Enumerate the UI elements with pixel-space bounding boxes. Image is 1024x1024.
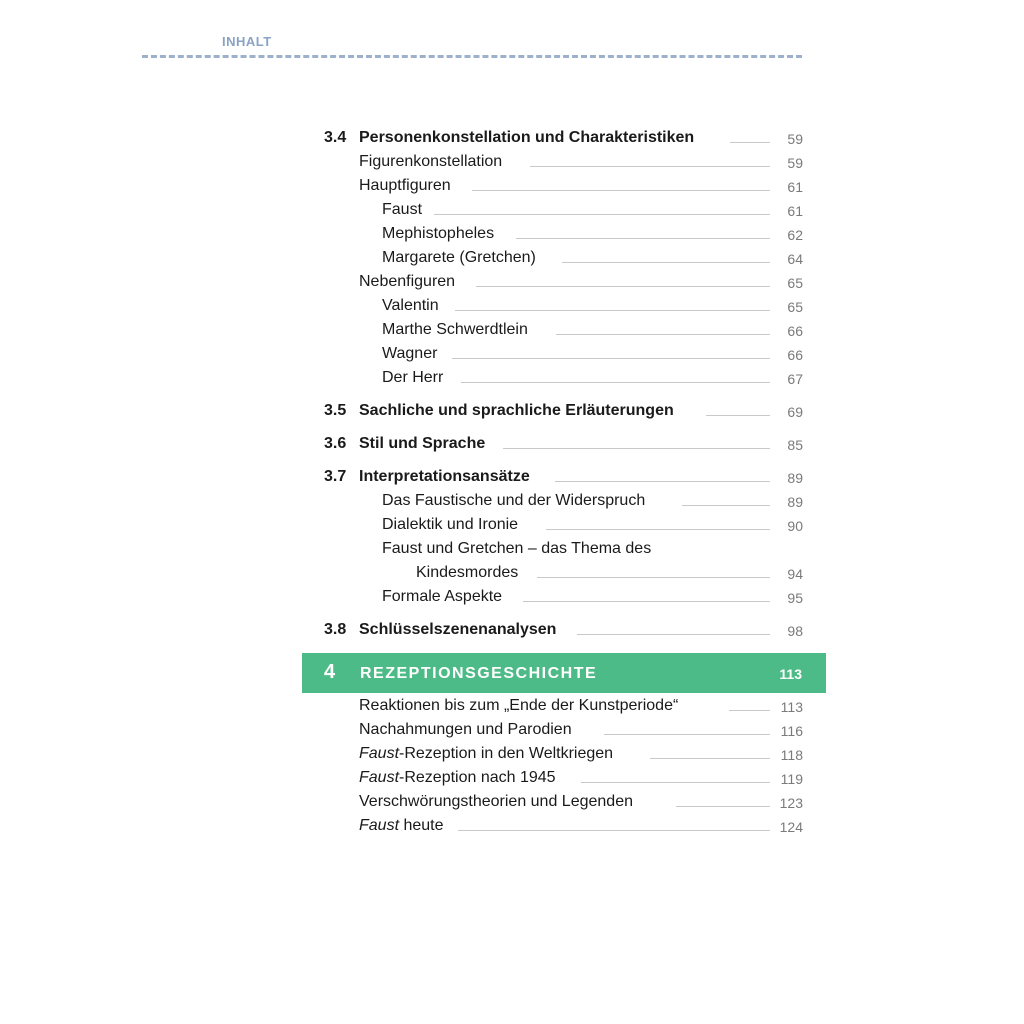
dot-leader [537, 577, 770, 578]
entry-title-italic: Faust [359, 769, 400, 786]
toc-entry[interactable] [0, 490, 1024, 514]
chapter-title: REZEPTIONSGESCHICHTE [360, 665, 598, 682]
page-number: 95 [787, 590, 803, 606]
section-number: 3.8 [324, 621, 347, 638]
chapter-heading-band[interactable] [302, 653, 826, 693]
section-title: Sachliche und sprachliche Erläuterungen [359, 402, 674, 419]
dot-leader [577, 634, 770, 635]
toc-entry[interactable] [0, 367, 1024, 391]
dot-leader [530, 166, 770, 167]
toc-entry[interactable] [0, 127, 1024, 151]
dot-leader [581, 782, 770, 783]
entry-title: Hauptfiguren [359, 177, 451, 194]
dot-leader [546, 529, 770, 530]
toc-entry[interactable] [0, 791, 1024, 815]
toc-entry[interactable] [0, 466, 1024, 490]
entry-title-rest: heute [399, 817, 444, 834]
page-header-label: INHALT [222, 34, 272, 49]
toc-entry[interactable] [0, 562, 1024, 586]
page-number: 89 [787, 470, 803, 486]
section-number: 3.5 [324, 402, 347, 419]
toc-entry[interactable] [0, 586, 1024, 610]
toc-entry[interactable] [0, 295, 1024, 319]
section-number: 3.6 [324, 435, 347, 452]
header-dashed-rule [142, 55, 802, 58]
dot-leader [556, 334, 770, 335]
entry-title: Nachahmungen und Parodien [359, 721, 572, 738]
page-number: 116 [780, 723, 803, 739]
entry-title: Marthe Schwerdtlein [382, 321, 528, 338]
entry-title: Margarete (Gretchen) [382, 249, 536, 266]
chapter-number: 4 [324, 661, 336, 683]
toc-entry[interactable] [0, 343, 1024, 367]
page-number: 65 [787, 299, 803, 315]
page-number: 65 [787, 275, 803, 291]
toc-entry[interactable] [0, 719, 1024, 743]
page-number: 59 [787, 155, 803, 171]
toc-entry[interactable] [0, 619, 1024, 643]
dot-leader [676, 806, 770, 807]
entry-title: Der Herr [382, 369, 444, 386]
entry-title: Figurenkonstellation [359, 153, 503, 170]
toc-entry[interactable] [0, 175, 1024, 199]
page-number: 62 [787, 227, 803, 243]
toc-entry[interactable] [0, 767, 1024, 791]
dot-leader [729, 710, 770, 711]
page-number: 119 [780, 771, 803, 787]
entry-title: Das Faustische und der Widerspruch [382, 492, 646, 509]
entry-title: Nebenfiguren [359, 273, 456, 290]
page-number: 89 [787, 494, 803, 510]
section-number: 3.4 [324, 129, 347, 146]
entry-title: Dialektik und Ironie [382, 516, 519, 533]
toc-entry[interactable] [0, 514, 1024, 538]
entry-title: Formale Aspekte [382, 588, 503, 605]
page-number: 118 [780, 747, 803, 763]
dot-leader [434, 214, 770, 215]
dot-leader [458, 830, 770, 831]
toc-entry[interactable] [0, 247, 1024, 271]
entry-title: Verschwörungstheorien und Legenden [359, 793, 633, 810]
toc-entry[interactable] [0, 815, 1024, 839]
page-number: 98 [787, 623, 803, 639]
toc-entry[interactable] [0, 151, 1024, 175]
dot-leader [476, 286, 770, 287]
dot-leader [472, 190, 770, 191]
dot-leader [682, 505, 770, 506]
page-number: 123 [779, 795, 803, 811]
dot-leader [503, 448, 770, 449]
toc-entry[interactable] [0, 271, 1024, 295]
page-number: 61 [787, 179, 803, 195]
entry-title-rest: -Rezeption nach 1945 [399, 769, 556, 786]
page-number: 113 [780, 699, 803, 715]
entry-title: Faust und Gretchen – das Thema des [382, 540, 652, 557]
dot-leader [461, 382, 770, 383]
entry-title: Reaktionen bis zum „Ende der Kunstperiode“ [359, 697, 679, 714]
dot-leader [562, 262, 770, 263]
page-number: 66 [787, 347, 803, 363]
entry-title-rest: -Rezeption in den Weltkriegen [399, 745, 614, 762]
entry-title: Faust [382, 201, 423, 218]
page-number: 67 [787, 371, 803, 387]
section-number: 3.7 [324, 468, 347, 485]
dot-leader [452, 358, 770, 359]
toc-entry[interactable] [0, 743, 1024, 767]
page-number: 85 [787, 437, 803, 453]
chapter-page-number: 113 [779, 666, 802, 682]
page-number: 124 [779, 819, 803, 835]
entry-title [359, 745, 613, 763]
toc-entry[interactable] [0, 433, 1024, 457]
dot-leader [650, 758, 770, 759]
section-title: Personenkonstellation und Charakteristiken [359, 129, 695, 146]
toc-entry[interactable] [0, 319, 1024, 343]
entry-title [359, 817, 444, 835]
toc-entry[interactable] [0, 223, 1024, 247]
entry-title: Valentin [382, 297, 439, 314]
page-number: 64 [787, 251, 803, 267]
dot-leader [604, 734, 770, 735]
page-number: 61 [787, 203, 803, 219]
page-number: 59 [787, 131, 803, 147]
dot-leader [555, 481, 770, 482]
page-number: 94 [787, 566, 803, 582]
entry-title-italic: Faust [359, 817, 400, 834]
section-title: Schlüsselszenenanalysen [359, 621, 557, 638]
toc-entry[interactable] [0, 538, 1024, 562]
dot-leader [706, 415, 770, 416]
page-number: 90 [787, 518, 803, 534]
section-title: Interpretationsansätze [359, 468, 530, 485]
entry-title-italic: Faust [359, 745, 400, 762]
toc-entry[interactable] [0, 400, 1024, 424]
dot-leader [516, 238, 770, 239]
toc-entry[interactable] [0, 199, 1024, 223]
entry-title-continuation: Kindesmordes [416, 564, 519, 581]
entry-title: Wagner [382, 345, 438, 362]
section-title: Stil und Sprache [359, 435, 486, 452]
dot-leader [730, 142, 770, 143]
dot-leader [455, 310, 770, 311]
page-number: 69 [787, 404, 803, 420]
dot-leader [523, 601, 770, 602]
entry-title [359, 769, 556, 787]
page-number: 66 [787, 323, 803, 339]
entry-title: Mephistopheles [382, 225, 495, 242]
toc-entry[interactable] [0, 695, 1024, 719]
